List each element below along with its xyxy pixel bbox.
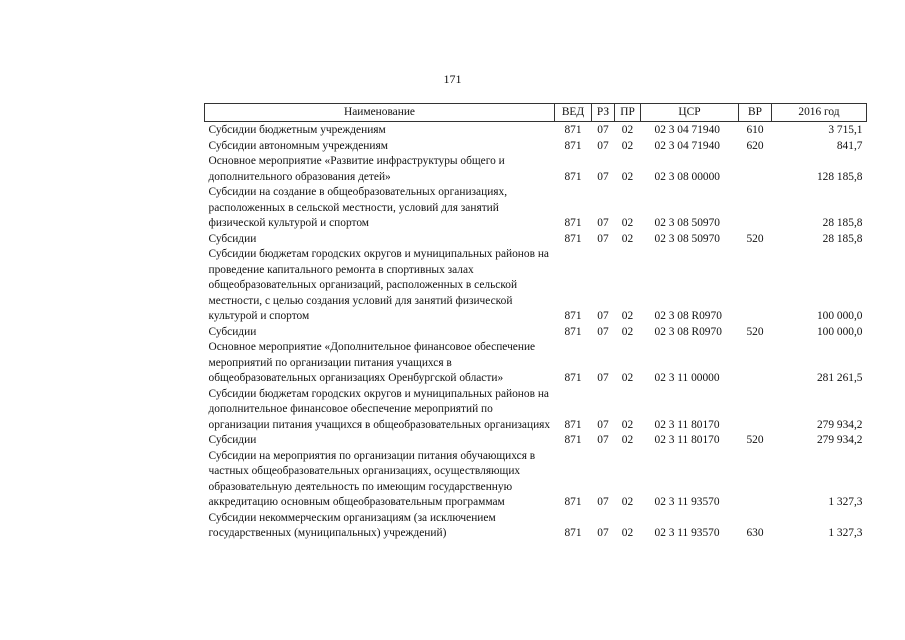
cell-csr: 02 3 08 R0970: [654, 310, 722, 322]
cell-name: Субсидии на создание в общеобразовательных организациях, расположенных в сельской местности, условий для занятий физической культурой и спортом: [208, 186, 508, 229]
cell-csr: 02 3 08 R0970: [654, 325, 722, 338]
cell-vr: [739, 154, 772, 185]
cell-vr: 630: [746, 527, 764, 539]
table-row: [205, 511, 867, 542]
cell-vr: [739, 449, 772, 511]
table-row: [205, 232, 867, 248]
cell-rz: 07: [597, 372, 609, 384]
cell-ved: 871: [564, 217, 582, 229]
cell-rz: 07: [597, 124, 609, 136]
cell-name: Субсидии: [208, 325, 257, 338]
cell-pr: 02: [621, 496, 634, 508]
cell-pr: 02: [621, 527, 634, 539]
cell-amount: 100 000,0: [816, 310, 863, 322]
cell-csr: 02 3 11 80170: [654, 434, 720, 446]
cell-amount: 100 000,0: [816, 325, 863, 338]
cell-vr: [739, 185, 772, 232]
cell-csr: 02 3 11 93570: [654, 527, 720, 539]
cell-vr: 520: [746, 325, 764, 338]
cell-rz: 07: [597, 170, 609, 183]
cell-ved: 871: [564, 170, 582, 183]
table-row: [205, 340, 867, 387]
cell-rz: 07: [597, 434, 609, 446]
cell-name: Субсидии: [208, 232, 257, 245]
budget-table: [204, 103, 867, 542]
cell-amount: 279 934,2: [816, 434, 863, 446]
cell-ved: 871: [564, 434, 582, 446]
cell-csr: 02 3 08 50970: [654, 217, 720, 229]
cell-rz: 07: [597, 310, 609, 322]
cell-csr: 02 3 11 00000: [654, 372, 720, 384]
cell-vr: 610: [746, 124, 764, 136]
table-row: [205, 449, 867, 511]
table-row: [205, 247, 867, 325]
table-row: [205, 185, 867, 232]
cell-amount: 841,7: [836, 139, 863, 152]
cell-pr: 02: [621, 139, 634, 152]
cell-csr: 02 3 08 00000: [654, 170, 720, 183]
cell-pr: 02: [621, 325, 634, 338]
table-row: [205, 433, 867, 449]
cell-pr: 02: [621, 310, 634, 322]
table-body: [205, 122, 867, 542]
cell-pr: 02: [621, 170, 634, 183]
cell-vr: [739, 340, 772, 387]
table-row: [205, 387, 867, 434]
cell-rz: 07: [597, 418, 609, 431]
header-rz: РЗ: [592, 104, 615, 122]
cell-pr: 02: [621, 372, 634, 384]
cell-pr: 02: [621, 232, 634, 245]
header-ved: ВЕД: [555, 104, 592, 122]
cell-csr: 02 3 11 93570: [654, 496, 720, 508]
cell-ved: 871: [564, 372, 582, 384]
cell-ved: 871: [564, 527, 582, 539]
cell-amount: 1 327,3: [828, 496, 863, 508]
cell-name: Основное мероприятие «Дополнительное финансовое обеспечение мероприятий по организации питания учащихся в общеобразовательных организациях Оренбургской области»: [208, 341, 536, 384]
cell-vr: 520: [746, 232, 764, 245]
cell-pr: 02: [621, 434, 634, 446]
cell-name: Субсидии автономным учреждениям: [208, 139, 388, 152]
cell-csr: 02 3 08 50970: [654, 232, 720, 245]
cell-amount: 279 934,2: [816, 418, 863, 431]
cell-csr: 02 3 04 71940: [654, 139, 720, 152]
header-name: Наименование: [205, 104, 555, 122]
cell-pr: 02: [621, 418, 634, 431]
cell-name: Субсидии: [208, 434, 257, 446]
cell-vr: 520: [746, 434, 764, 446]
table-row: [205, 154, 867, 185]
cell-vr: [739, 247, 772, 325]
cell-ved: 871: [564, 325, 582, 338]
cell-name: Субсидии бюджетам городских округов и муниципальных районов на дополнительное финансовое обеспечение мероприятий по организации питания учащихся в общеобразовательных организациях: [208, 387, 551, 431]
cell-rz: 07: [597, 217, 609, 229]
cell-rz: 07: [597, 527, 609, 539]
cell-ved: 871: [564, 496, 582, 508]
cell-ved: 871: [564, 232, 582, 245]
cell-rz: 07: [597, 325, 609, 338]
cell-amount: 3 715,1: [828, 124, 863, 136]
cell-pr: 02: [621, 217, 634, 229]
cell-name: Субсидии бюджетам городских округов и муниципальных районов на проведение капитального ремонта в спортивных залах общеобразовательных организаций, расположенных в сельской местности, с целью создания условий для занятий физической культурой и спортом: [208, 248, 549, 322]
cell-amount: 1 327,3: [828, 527, 863, 539]
cell-csr: 02 3 11 80170: [654, 418, 720, 431]
cell-rz: 07: [597, 496, 609, 508]
cell-name: Субсидии некоммерческим организациям (за исключением государственных (муниципальных) учреждений): [208, 511, 496, 539]
cell-ved: 871: [564, 310, 582, 322]
cell-amount: 28 185,8: [822, 217, 863, 229]
cell-rz: 07: [597, 232, 609, 245]
page-number: 171: [443, 72, 462, 86]
table-header-row: [205, 104, 867, 122]
cell-rz: 07: [597, 139, 609, 152]
cell-amount: 128 185,8: [816, 170, 863, 183]
cell-vr: 620: [746, 139, 764, 152]
header-year: 2016 год: [772, 104, 867, 122]
cell-ved: 871: [564, 139, 582, 152]
table-row: [205, 139, 867, 155]
cell-pr: 02: [621, 124, 634, 136]
cell-amount: 28 185,8: [822, 232, 863, 245]
cell-vr: [739, 387, 772, 434]
cell-amount: 281 261,5: [816, 372, 863, 384]
cell-ved: 871: [564, 418, 582, 431]
cell-name: Субсидии бюджетным учреждениям: [208, 124, 386, 136]
cell-ved: 871: [564, 124, 582, 136]
cell-name: Субсидии на мероприятия по организации питания обучающихся в частных общеобразовательных организациях, осуществляющих образовательную деятельность по имеющим государственную аккредитацию основным общеобразовательным программам: [208, 449, 536, 508]
cell-csr: 02 3 04 71940: [654, 124, 720, 136]
cell-name: Основное мероприятие «Развитие инфраструктуры общего и дополнительного образования детей»: [208, 155, 505, 183]
header-pr: ПР: [615, 104, 641, 122]
table-row: [205, 122, 867, 139]
table-row: [205, 325, 867, 341]
header-vr: ВР: [739, 104, 772, 122]
header-csr: ЦСР: [641, 104, 739, 122]
